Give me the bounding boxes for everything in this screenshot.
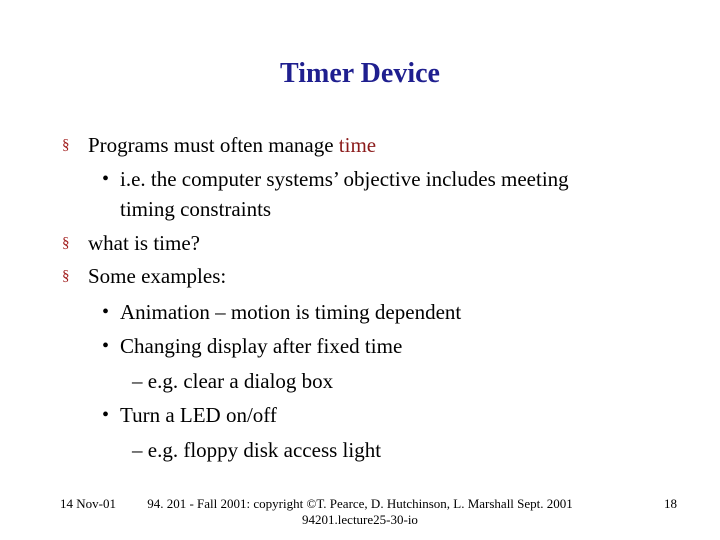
footer-lecture-id: 94201.lecture25-30-io	[302, 512, 418, 527]
dot-icon: •	[102, 335, 110, 357]
bullet-1-sub-1-line2: timing constraints	[120, 197, 272, 221]
bullet-2: what is time?	[88, 231, 200, 255]
footer-date: 14 Nov-01	[60, 496, 116, 511]
bullet-1-accent: time	[338, 133, 377, 157]
bullet-1-text: Programs must often manage	[88, 133, 339, 157]
bullet-3-sub-3-sub-1: – e.g. floppy disk access light	[132, 438, 382, 462]
page-number: 18	[664, 496, 677, 511]
slide-title: Timer Device	[280, 58, 440, 89]
bullet-3: Some examples:	[88, 264, 227, 288]
bullet-3-sub-3: Turn a LED on/off	[120, 403, 277, 427]
bullet-icon: §	[62, 137, 70, 153]
bullet-1-sub-1-line1: i.e. the computer systems’ objective includes meeting	[120, 167, 569, 191]
bullet-3-sub-2-sub-1: – e.g. clear a dialog box	[132, 369, 334, 393]
footer-center	[100, 496, 620, 528]
dot-icon: •	[102, 301, 110, 323]
dot-icon: •	[102, 404, 110, 426]
footer-copyright: 94. 201 - Fall 2001: copyright ©T. Pearce, D. Hutchinson, L. Marshall Sept. 2001	[147, 496, 573, 511]
bullet-icon: §	[62, 235, 70, 251]
bullet-3-sub-1: Animation – motion is timing dependent	[120, 300, 462, 324]
bullet-3-sub-2: Changing display after fixed time	[120, 334, 403, 358]
bullet-1	[88, 133, 376, 157]
dot-icon: •	[102, 168, 110, 190]
bullet-icon: §	[62, 268, 70, 284]
